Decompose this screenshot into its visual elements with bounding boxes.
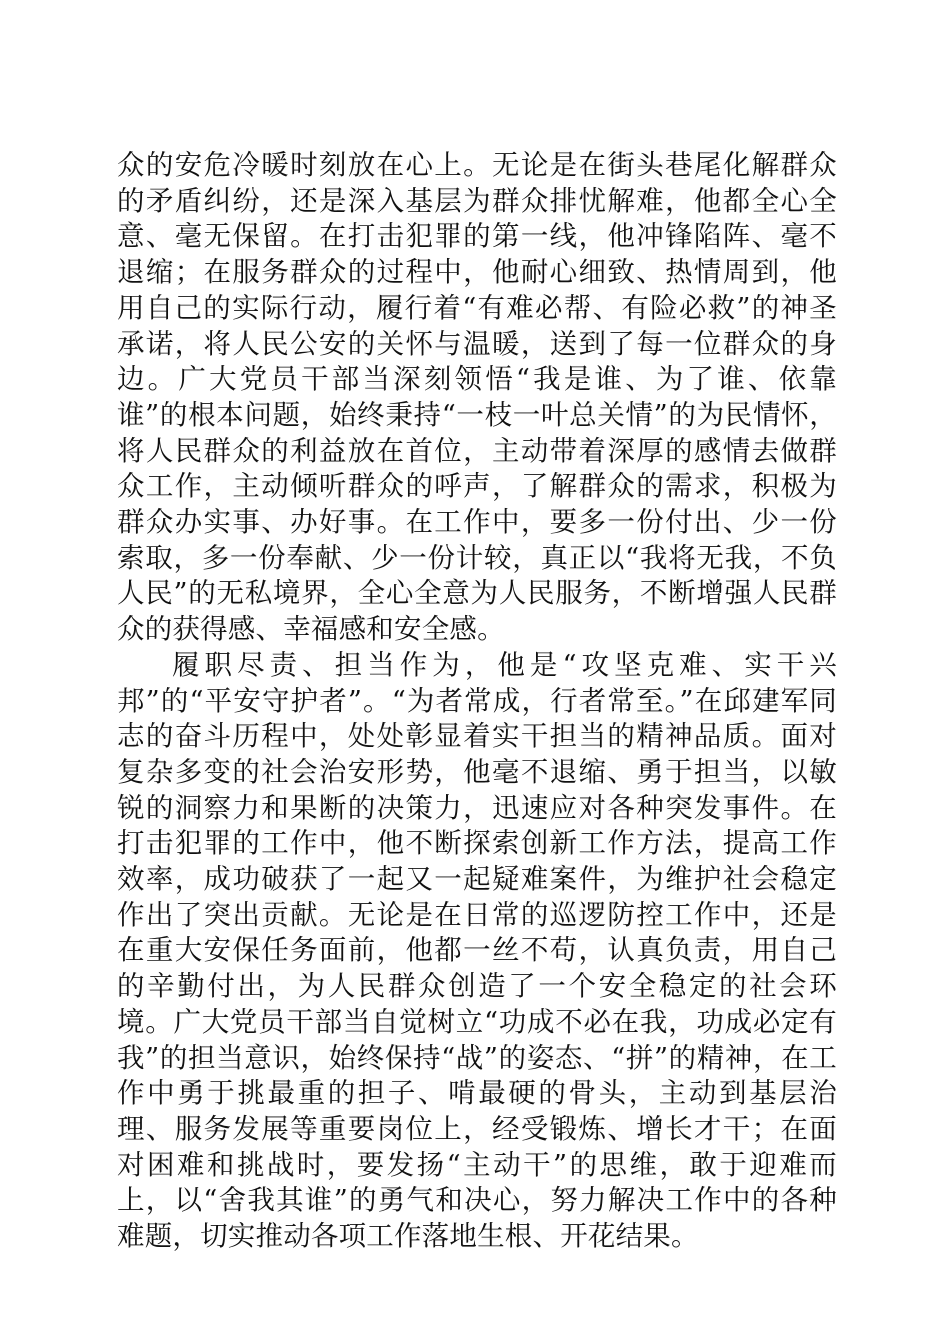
paragraph-2: 履职尽责、担当作为，他是“攻坚克难、实干兴邦”的“平安守护者”。“为者常成，行者常至。”在邱建军同志的奋斗历程中，处处彰显着实干担当的精神品质。面对复杂多变的社会治安形势，他毫不退缩、勇于担当，以敏锐的洞察力和果断的决策力，迅速应对各种突发事件。在打击犯罪的工作中，他不断探索创新工作方法，提高工作效率，成功破获了一起又一起疑难案件，为维护社会稳定作出了突出贡献。无论是在日常的巡逻防控工作中，还是在重大安保任务面前，他都一丝不苟，认真负责，用自己的辛勤付出，为人民群众创造了一个安全稳定的社会环境。广大党员干部当自觉树立“功成不必在我，功成必定有我”的担当意识，始终保持“战”的姿态、“拼”的精神，在工作中勇于挑最重的担子、啃最硬的骨头，主动到基层治理、服务发展等重要岗位上，经受锻炼、增长才干；在面对困难和挑战时，要发扬“主动干”的思维，敢于迎难而上，以“舍我其谁”的勇气和决心，努力解决工作中的各种难题，切实推动各项工作落地生根、开花结果。 xyxy=(117,648,837,1253)
body-text xyxy=(117,148,837,1255)
paragraph-1: 众的安危冷暖时刻放在心上。无论是在街头巷尾化解群众的矛盾纠纷，还是深入基层为群众排忧解难，他都全心全意、毫无保留。在打击犯罪的第一线，他冲锋陷阵、毫不退缩；在服务群众的过程中，他耐心细致、热情周到，他用自己的实际行动，履行着“有难必帮、有险必救”的神圣承诺，将人民公安的关怀与温暖，送到了每一位群众的身边。广大党员干部当深刻领悟“我是谁、为了谁、依靠谁”的根本问题，始终秉持“一枝一叶总关情”的为民情怀，将人民群众的利益放在首位，主动带着深厚的感情去做群众工作，主动倾听群众的呼声，了解群众的需求，积极为群众办实事、办好事。在工作中，要多一份付出、少一份索取，多一份奉献、少一份计较，真正以“我将无我，不负人民”的无私境界，全心全意为人民服务，不断增强人民群众的获得感、幸福感和安全感。 xyxy=(117,149,837,646)
